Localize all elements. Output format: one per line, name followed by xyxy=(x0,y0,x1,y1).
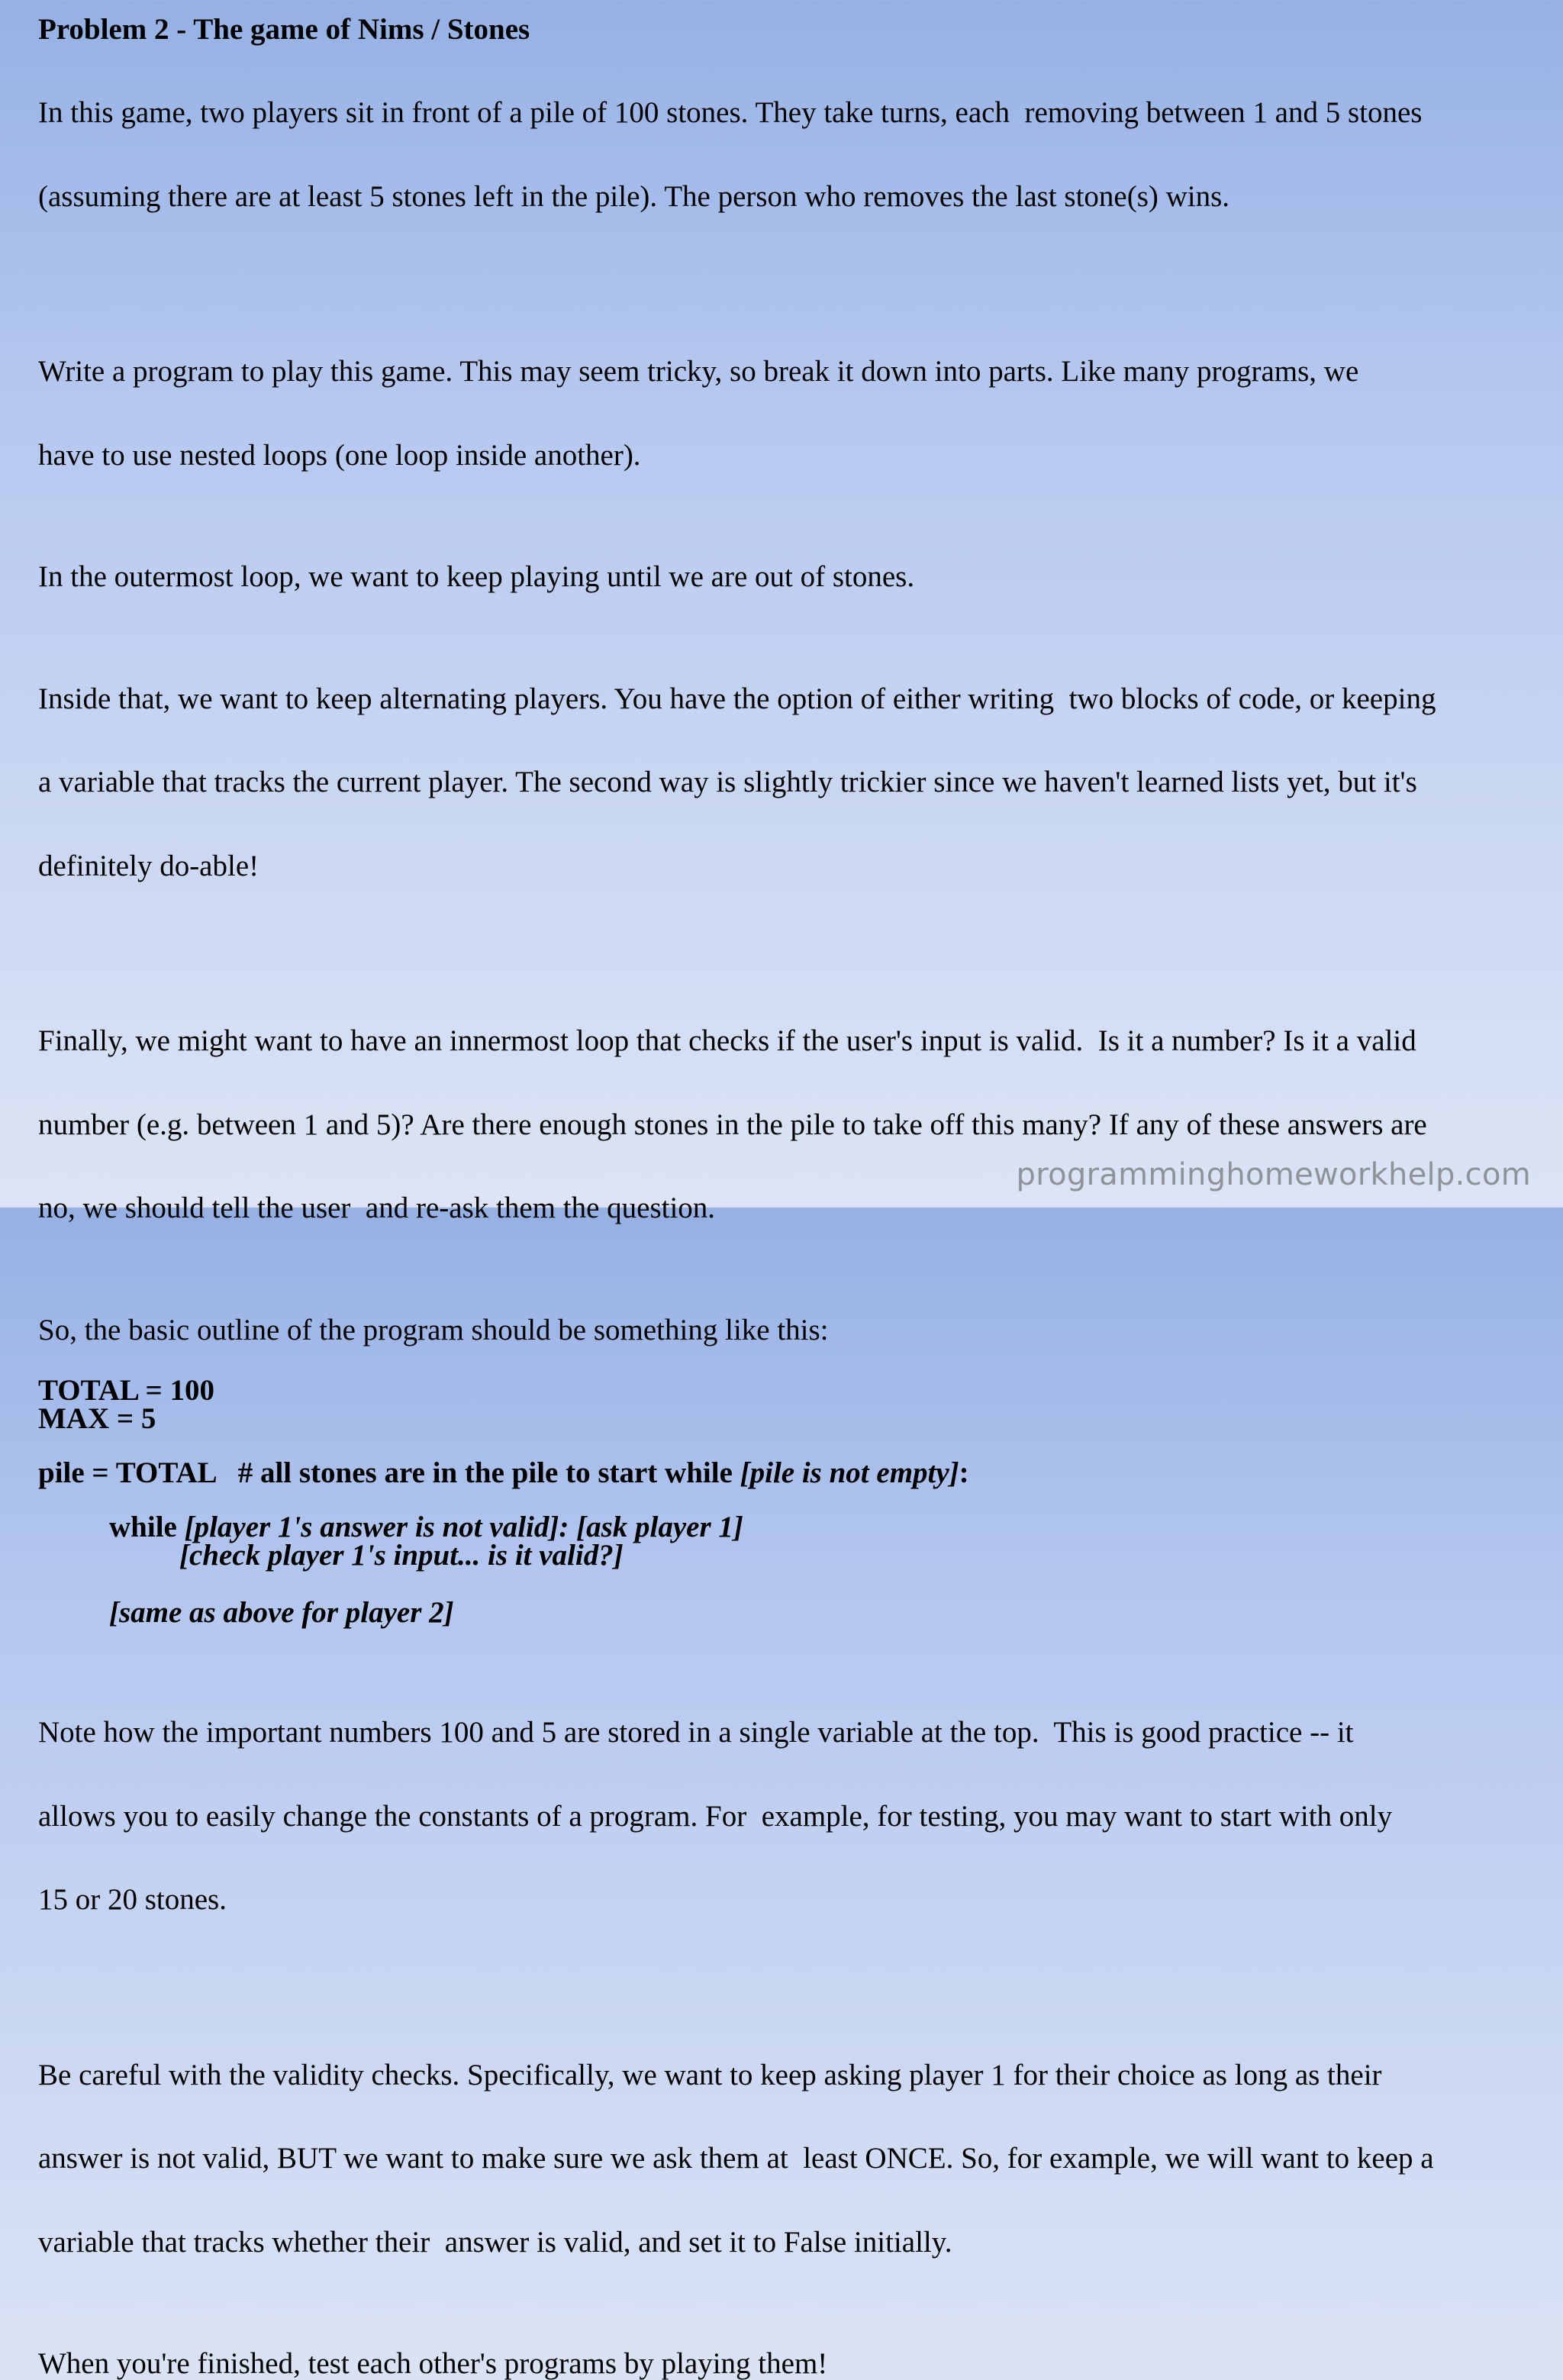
code-same-player2: [same as above for player 2] xyxy=(109,1596,454,1629)
code-pile-prefix: pile = TOTAL # all stones are in the pile to start while xyxy=(38,1456,740,1489)
code-max: MAX = 5 xyxy=(38,1402,156,1435)
document-page xyxy=(38,15,1534,2378)
careful-line-2: answer is not valid, BUT we want to make sure we ask them at least ONCE. So, for example, we will want to keep a xyxy=(38,2142,1434,2175)
inner-loop-line-3: no, we should tell the user and re-ask them the question. xyxy=(38,1192,716,1224)
outer-loop-paragraph: In the outermost loop, we want to keep playing until we are out of stones. xyxy=(38,560,915,593)
careful-line-1: Be careful with the validity checks. Specifically, we want to keep asking player 1 for their choice as long as their xyxy=(38,2058,1382,2091)
intro-paragraph xyxy=(38,44,1534,266)
intro-line-2: (assuming there are at least 5 stones left in the pile). The person who removes the last stone(s) wins. xyxy=(38,179,1230,213)
inner-loop-line-1: Finally, we might want to have an innermost loop that checks if the user's input is valid. Is it a number? Is it a valid xyxy=(38,1024,1416,1057)
careful-line-3: variable that tracks whether their answer is valid, and set it to False initially. xyxy=(38,2225,952,2259)
outline-intro: So, the basic outline of the program should be something like this: xyxy=(38,1313,829,1346)
note-paragraph xyxy=(38,1663,1534,1970)
intro-line-1: In this game, two players sit in front of a pile of 100 stones. They take turns, each removing between 1 and 5 stones xyxy=(38,96,1423,129)
watermark-text: programminghomeworkhelp.com xyxy=(1016,1157,1531,1192)
note-line-3: 15 or 20 stones. xyxy=(38,1883,227,1916)
alternating-line-2: a variable that tracks the current player. The second way is slightly trickier since we haven't learned lists yet, but it's xyxy=(38,766,1417,798)
write-program-paragraph xyxy=(38,302,1534,525)
inner-loop-paragraph xyxy=(38,972,1534,1279)
code-pile-line xyxy=(38,1456,1534,1489)
player1-loop-block xyxy=(38,1511,1534,1572)
problem-title: Problem 2 - The game of Nims / Stones xyxy=(38,13,530,46)
code-while-keyword: while xyxy=(109,1511,185,1543)
constants-block xyxy=(38,1376,1534,1433)
player2-block xyxy=(38,1598,1534,1627)
alternating-paragraph xyxy=(38,630,1534,937)
code-check-player1: [check player 1's input... is it valid?] xyxy=(179,1539,624,1572)
code-pile-condition: [pile is not empty] xyxy=(740,1456,959,1489)
code-while-condition: [player 1's answer is not valid]: [ask player 1] xyxy=(184,1511,743,1543)
write-program-line-2: have to use nested loops (one loop inside another). xyxy=(38,438,641,472)
inner-loop-line-2: number (e.g. between 1 and 5)? Are there enough stones in the pile to take off this many? If any of these answers are xyxy=(38,1108,1427,1141)
note-line-1: Note how the important numbers 100 and 5 are stored in a single variable at the top. This is good practice -- it xyxy=(38,1716,1354,1749)
code-while-player1 xyxy=(38,1513,1534,1541)
code-pile-suffix: : xyxy=(959,1456,969,1489)
write-program-line-1: Write a program to play this game. This may seem tricky, so break it down into parts. Like many programs, we xyxy=(38,355,1359,388)
code-total: TOTAL = 100 xyxy=(38,1374,215,1407)
careful-paragraph xyxy=(38,2006,1534,2313)
alternating-line-3: definitely do-able! xyxy=(38,849,259,882)
pile-line xyxy=(38,1456,1534,1489)
alternating-line-1: Inside that, we want to keep alternating players. You have the option of either writing two blocks of code, or keeping xyxy=(38,682,1436,715)
finished-paragraph: When you're finished, test each other's programs by playing them! xyxy=(38,2347,828,2380)
note-line-2: allows you to easily change the constants of a program. For example, for testing, you may want to start with only xyxy=(38,1799,1393,1833)
